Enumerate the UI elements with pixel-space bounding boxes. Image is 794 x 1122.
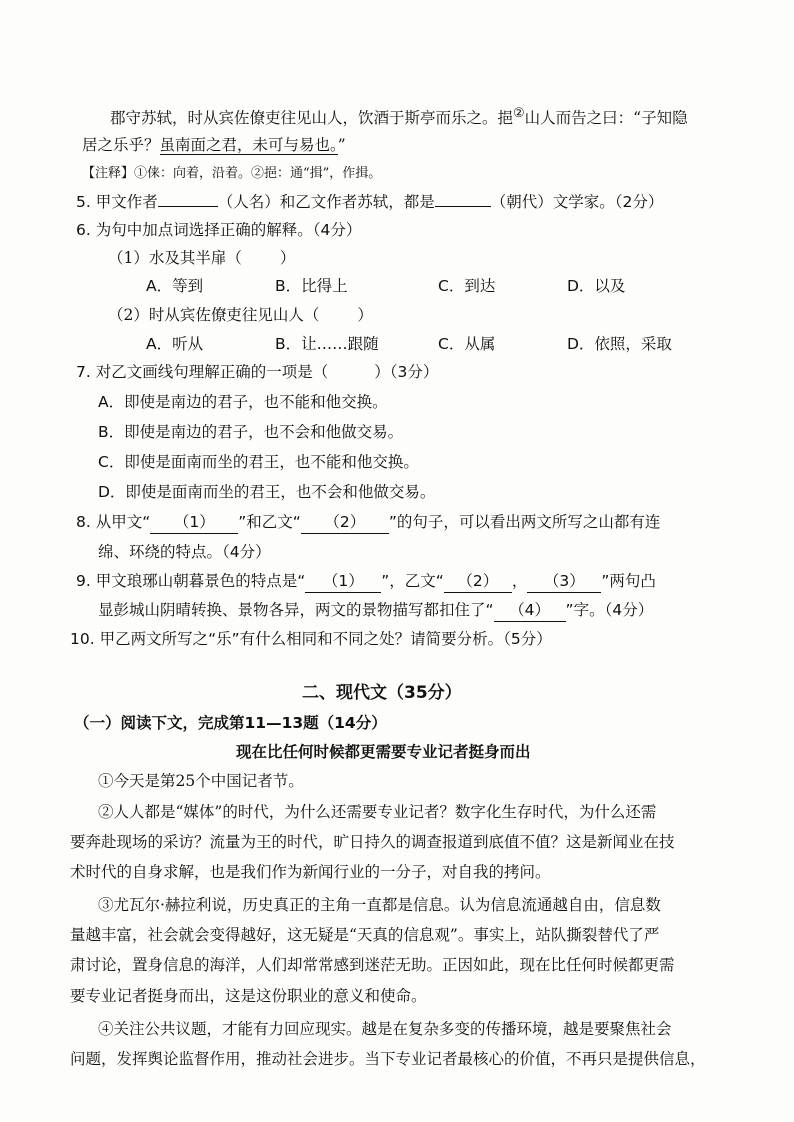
question-text: ”，乙文“ (381, 572, 444, 590)
question-10 (70, 628, 552, 650)
question-5 (76, 189, 663, 213)
question-text: ”两句凸 (601, 572, 656, 590)
article-line: ②人人都是“媒体”的时代，为什么还需要专业记者？数字化生存时代，为什么还需 (98, 803, 657, 821)
passage-text: 居之乐乎？ (82, 136, 160, 154)
bracket: ） (357, 306, 373, 324)
question-text: 绵、环绕的特点。（4分） (98, 543, 271, 561)
option-d: D．即使是面南而坐的君王，也不会和他做交易。 (98, 483, 436, 501)
question-number: 6. (76, 221, 91, 239)
passage-line (82, 134, 346, 156)
article-line: ④关注公共议题，才能有力回应现实。越是在复杂多变的传播环境，越是要聚焦社会 (98, 1020, 672, 1038)
passage-text: 郡守苏轼，时从宾佐僚吏往见山人，饮酒于斯亭而乐之。挹 (110, 109, 514, 128)
question-number: 7. (76, 363, 91, 381)
question-text: 甲文作者 (95, 193, 158, 211)
option-a: A．等到 (146, 277, 204, 295)
question-text: ”的句子，可以看出两文所写之山都有连 (388, 513, 661, 531)
passage-text: 山人而告之曰：“子知隐 (524, 109, 688, 128)
question-number: 10. (70, 630, 95, 648)
option-c: C．从属 (438, 335, 496, 353)
bracket: ） (279, 249, 296, 267)
option-b: B．让……跟随 (275, 335, 379, 353)
article-line: ③尤瓦尔·赫拉利说，历史真正的主角一直都是信息。认为信息流通越自由，信息数 (98, 896, 661, 914)
option-d: D．依照，采取 (567, 335, 672, 353)
section-heading: 二、现代文（35分） (302, 683, 462, 703)
question-text: ）（3分） (374, 363, 439, 381)
option-d: D．以及 (567, 277, 626, 295)
question-7 (76, 361, 438, 383)
question-6-1 (108, 247, 295, 269)
question-6-2 (108, 304, 373, 326)
question-text: 从甲文“ (95, 513, 151, 531)
question-text: 甲乙两文所写之“乐”有什么相同和不同之处？请简要分析。（5分） (99, 630, 552, 648)
article-line: 肃讨论，置身信息的海洋，人们却常常感到迷茫无助。正因如此，现在比任何时候都更需 (70, 956, 675, 974)
article-paragraph: ①今天是第25个中国记者节。 (98, 772, 304, 790)
article-line: 量越丰富，社会就会变得越好，这无疑是“天真的信息观”。事实上，站队撕裂替代了严 (70, 926, 660, 944)
answer-blank[interactable] (435, 189, 491, 207)
answer-blank[interactable] (158, 189, 218, 207)
annotation-note: 【注释】①俫：向着，沿着。②挹：通“揖”，作揖。 (82, 166, 382, 181)
question-text: ”字。（4分） (565, 601, 654, 619)
option-c: C．到达 (438, 277, 496, 295)
option-a: A．听从 (146, 335, 204, 353)
question-text: 显彭城山阴晴转换、景物各异，两文的景物描写都扣住了“ (98, 601, 494, 619)
passage-line (110, 103, 688, 129)
article-line: 要奔赴现场的采访？流量为王的时代，旷日持久的调查报道到底值不值？这是新闻业在技 (70, 833, 675, 851)
question-8 (76, 511, 660, 534)
question-number: 8. (76, 513, 91, 531)
article-line: 问题，发挥舆论监督作用，推动社会进步。当下专业记者最核心的价值，不再只是提供信息， (70, 1050, 706, 1068)
question-text: （朝代）文学家。（2分） (490, 193, 664, 211)
answer-blank-1[interactable]: （1） (305, 570, 381, 593)
answer-blank-3[interactable]: （3） (527, 570, 601, 593)
underlined-sentence: 虽南面之君，未可与易也。 (159, 136, 338, 154)
answer-blank-1[interactable]: （1） (150, 511, 238, 534)
sub-question-stem: （2）时从宾佐僚吏往见山人（ (108, 306, 320, 324)
answer-blank-2[interactable]: （2） (444, 570, 512, 593)
question-text: 为句中加点词选择正确的解释。（4分） (95, 221, 362, 239)
question-number: 9. (76, 572, 91, 590)
footnote-marker: ② (513, 106, 525, 121)
question-text: 对乙文画线句理解正确的一项是（ (95, 363, 329, 381)
sub-question-stem: （1）水及其半扉（ (108, 249, 242, 267)
answer-blank-4[interactable]: （4） (494, 599, 566, 622)
article-line: 术时代的自身求解，也是我们作为新闻行业的一分子，对自我的拷问。 (70, 863, 551, 881)
option-b: B．比得上 (275, 277, 348, 295)
option-b: B．即使是南边的君子，也不会和他做交易。 (98, 423, 404, 441)
sub-section-instruction: （一）阅读下文，完成第11—13题（14分） (74, 714, 387, 732)
article-line: 要专业记者挺身而出，这是这份职业的意义和使命。 (70, 987, 427, 1005)
option-a: A．即使是南边的君子，也不能和他交换。 (98, 393, 388, 411)
answer-blank-2[interactable]: （2） (301, 511, 389, 534)
question-number: 5. (76, 193, 91, 211)
option-c: C．即使是面南而坐的君王，也不能和他交换。 (98, 453, 419, 471)
question-text: ， (511, 572, 528, 590)
article-title: 现在比任何时候都更需要专业记者挺身而出 (236, 743, 531, 761)
passage-text: ” (337, 136, 346, 154)
question-6 (76, 219, 361, 241)
question-9-line2 (98, 599, 653, 622)
question-text: 甲文琅琊山朝暮景色的特点是“ (95, 572, 306, 590)
question-text: ”和乙文“ (238, 513, 301, 531)
question-9 (76, 570, 656, 593)
question-text: （人名）和乙文作者苏轼，都是 (217, 193, 435, 211)
